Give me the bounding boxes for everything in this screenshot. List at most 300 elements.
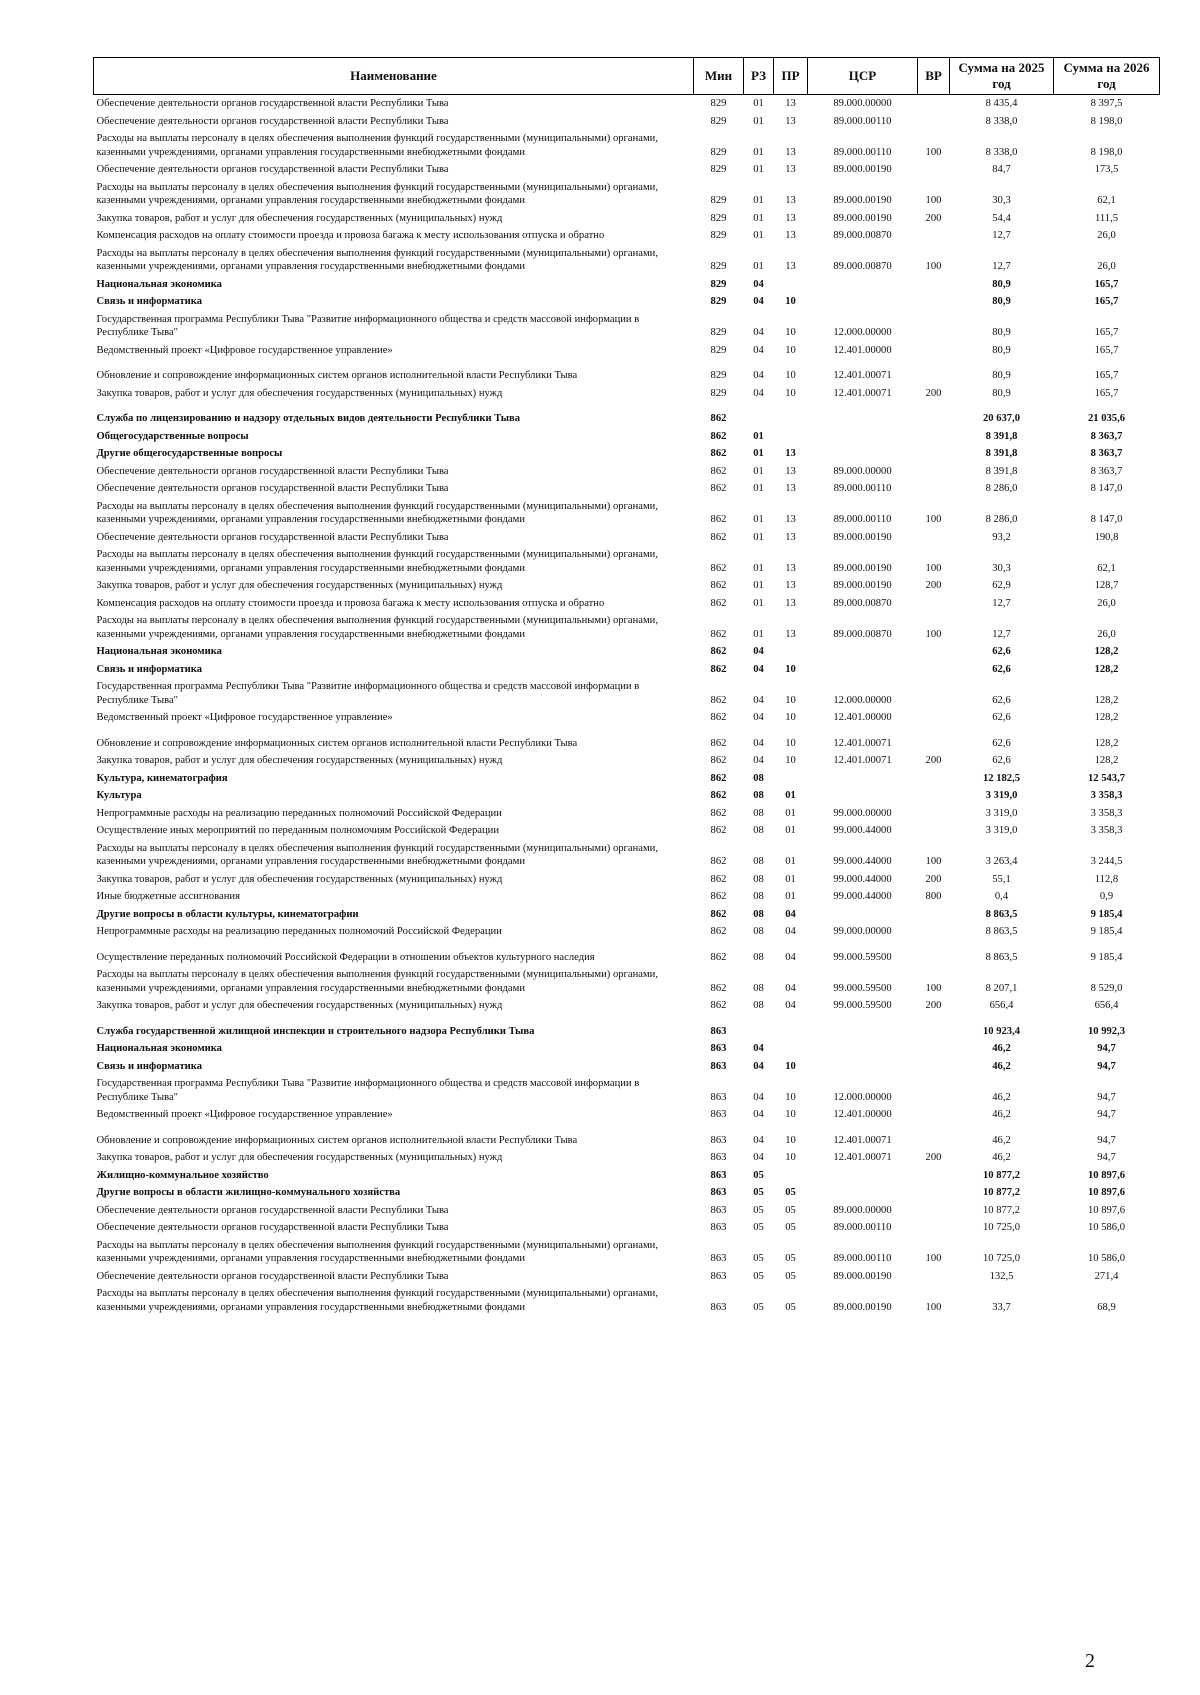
- cell-min: 862: [710, 430, 727, 442]
- cell-sum-2025: 46,2: [992, 1060, 1011, 1072]
- cell-name: Национальная экономика: [96, 646, 222, 657]
- cell-min: 862: [710, 580, 727, 591]
- cell-name: Компенсация расходов на оплату стоимости проезда и провоза багажа к месту использования отпуска и обратно: [96, 230, 605, 241]
- cell-name: Непрограммные расходы на реализацию переданных полномочий Российской Федерации: [96, 926, 502, 937]
- cell-sum-2025: 656,4: [989, 1000, 1014, 1011]
- cell-name: Связь и информатика: [96, 1060, 203, 1072]
- cell-sum-2026: 94,7: [1097, 1060, 1116, 1072]
- table-row: [94, 661, 1160, 679]
- cell-vr: 100: [925, 628, 942, 640]
- cell-pr: 01: [785, 891, 796, 902]
- table-row: [94, 113, 1160, 131]
- cell-rz: 08: [753, 951, 764, 963]
- cell-vr: 200: [925, 212, 942, 224]
- cell-min: 862: [710, 694, 727, 706]
- cell-rz: 04: [753, 646, 764, 657]
- cell-pr: [774, 276, 808, 294]
- table-row: [94, 678, 1160, 709]
- cell-sum-2025: 3 319,0: [985, 790, 1018, 801]
- cell-min: 863: [710, 1043, 727, 1054]
- cell-sum-2025: 80,9: [992, 387, 1011, 399]
- cell-csr: 89.000.00110: [833, 1253, 892, 1264]
- cell-sum-2025: 46,2: [992, 1109, 1011, 1120]
- cell-min: 863: [710, 1060, 727, 1072]
- cell-csr: 89.000.00870: [833, 261, 892, 272]
- cell-name: Связь и информатика: [96, 296, 203, 307]
- cell-csr: 12.401.00000: [833, 712, 892, 723]
- cell-pr: 05: [785, 1253, 796, 1264]
- cell-vr: [918, 1124, 950, 1150]
- cell-vr: [918, 359, 950, 385]
- cell-csr: 89.000.00110: [833, 146, 892, 158]
- cell-name: Культура, кинематография: [96, 772, 228, 784]
- table-row: [94, 130, 1160, 161]
- cell-rz: 04: [753, 387, 764, 399]
- cell-sum-2025: 62,6: [992, 694, 1011, 706]
- table-row: [94, 546, 1160, 577]
- cell-pr: [774, 770, 808, 788]
- table-row: [94, 770, 1160, 788]
- cell-sum-2026: 128,2: [1094, 755, 1119, 766]
- cell-rz: 05: [753, 1222, 764, 1233]
- cell-min: 863: [710, 1109, 727, 1120]
- cell-min: 862: [710, 908, 727, 920]
- cell-csr: 12.401.00071: [833, 1152, 892, 1163]
- cell-name: Закупка товаров, работ и услуг для обеспечения государственных (муниципальных) нужд: [96, 212, 503, 224]
- cell-name: Непрограммные расходы на реализацию переданных полномочий Российской Федерации: [96, 807, 502, 819]
- cell-pr: 01: [785, 790, 796, 801]
- cell-sum-2026: 62,1: [1097, 562, 1116, 574]
- cell-pr: 04: [785, 951, 796, 963]
- table-row: [94, 805, 1160, 823]
- cell-vr: [918, 276, 950, 294]
- header-rz: РЗ: [744, 58, 774, 95]
- cell-name: Другие вопросы в области жилищно-коммунального хозяйства: [96, 1187, 401, 1198]
- cell-sum-2025: 8 286,0: [985, 483, 1018, 494]
- cell-csr: [808, 770, 918, 788]
- cell-sum-2025: 8 391,8: [985, 465, 1018, 477]
- cell-rz: 01: [753, 98, 764, 109]
- cell-sum-2025: 0,4: [994, 891, 1009, 902]
- cell-name: Обеспечение деятельности органов государственной власти Республики Тыва: [96, 1204, 449, 1216]
- cell-sum-2026: 112,8: [1094, 873, 1119, 885]
- cell-rz: [744, 402, 774, 428]
- cell-name: Расходы на выплаты персоналу в целях обеспечения выполнения функций государственными (муниципальными) органами, казенными учреждениями, органами управления государственными внебюджетными фондами: [96, 1239, 658, 1264]
- cell-vr: [918, 1106, 950, 1124]
- cell-sum-2026: 10 586,0: [1087, 1222, 1126, 1233]
- cell-sum-2026: 8 147,0: [1090, 514, 1123, 525]
- cell-name: Национальная экономика: [96, 278, 222, 290]
- cell-min: 862: [710, 772, 727, 784]
- cell-rz: 04: [753, 755, 764, 766]
- cell-sum-2026: 8 529,0: [1090, 982, 1123, 994]
- cell-min: 862: [710, 825, 727, 836]
- cell-vr: [918, 1184, 950, 1202]
- table-row: [94, 1268, 1160, 1286]
- cell-name: Обеспечение деятельности органов государственной власти Республики Тыва: [96, 1222, 449, 1233]
- cell-sum-2025: 8 435,4: [985, 98, 1018, 109]
- cell-pr: [774, 1015, 808, 1041]
- cell-name: Осуществление иных мероприятий по переданным полномочиям Российской Федерации: [96, 825, 499, 836]
- cell-sum-2025: 62,6: [992, 737, 1011, 749]
- cell-name: Закупка товаров, работ и услуг для обеспечения государственных (муниципальных) нужд: [96, 1000, 503, 1011]
- cell-vr: [918, 1040, 950, 1058]
- cell-csr: 89.000.00190: [833, 1270, 892, 1282]
- cell-sum-2026: 128,2: [1094, 694, 1119, 706]
- cell-pr: 10: [785, 1060, 796, 1072]
- cell-sum-2026: 10 897,6: [1087, 1169, 1126, 1181]
- cell-csr: 89.000.00000: [833, 98, 892, 109]
- cell-min: 862: [710, 562, 727, 574]
- budget-table: [93, 57, 1160, 1316]
- cell-sum-2025: 10 877,2: [982, 1204, 1021, 1216]
- table-row: [94, 727, 1160, 753]
- cell-pr: 01: [785, 825, 796, 836]
- table-row: [94, 179, 1160, 210]
- table-row: [94, 997, 1160, 1015]
- cell-name: Государственная программа Республики Тыва "Развитие информационного общества и средств массовой информации в Республике Тыва": [96, 313, 640, 338]
- cell-sum-2025: 8 863,5: [985, 908, 1018, 920]
- cell-sum-2026: 111,5: [1094, 212, 1119, 224]
- cell-name: Государственная программа Республики Тыва "Развитие информационного общества и средств массовой информации в Республике Тыва": [96, 1078, 640, 1103]
- cell-csr: 89.000.00190: [833, 212, 892, 224]
- cell-rz: 08: [753, 891, 764, 902]
- cell-vr: [918, 1219, 950, 1237]
- cell-pr: 13: [785, 465, 796, 477]
- cell-vr: [918, 595, 950, 613]
- cell-vr: 100: [925, 562, 942, 574]
- cell-vr: [918, 161, 950, 179]
- cell-min: 863: [710, 1134, 727, 1146]
- cell-pr: 13: [785, 98, 796, 109]
- cell-rz: 08: [753, 908, 764, 920]
- cell-pr: 10: [785, 663, 796, 675]
- table-row: [94, 595, 1160, 613]
- cell-sum-2026: 10 586,0: [1087, 1253, 1126, 1264]
- cell-pr: 10: [785, 1134, 796, 1146]
- cell-vr: [918, 1167, 950, 1185]
- cell-sum-2025: 3 263,4: [985, 856, 1018, 867]
- cell-pr: 13: [785, 212, 796, 224]
- cell-csr: 89.000.00110: [833, 115, 892, 127]
- cell-name: Обеспечение деятельности органов государственной власти Республики Тыва: [96, 483, 449, 494]
- cell-rz: 01: [753, 531, 764, 543]
- cell-vr: [918, 822, 950, 840]
- cell-min: 829: [710, 164, 727, 175]
- cell-name: Расходы на выплаты персоналу в целях обеспечения выполнения функций государственными (муниципальными) органами, казенными учреждениями, органами управления государственными внебюджетными фондами: [96, 842, 658, 867]
- cell-name: Культура: [96, 790, 142, 801]
- cell-rz: 04: [753, 1109, 764, 1120]
- header-min: Мин: [694, 58, 744, 95]
- cell-csr: 12.401.00000: [833, 344, 892, 356]
- cell-sum-2026: 165,7: [1094, 370, 1119, 381]
- cell-pr: 05: [785, 1301, 796, 1313]
- cell-rz: 04: [753, 737, 764, 749]
- cell-name: Расходы на выплаты персоналу в целях обеспечения выполнения функций государственными (муниципальными) органами, казенными учреждениями, органами управления государственными внебюджетными фондами: [96, 133, 658, 158]
- cell-pr: 05: [785, 1187, 796, 1198]
- cell-vr: 200: [925, 755, 942, 766]
- cell-sum-2025: 10 923,4: [982, 1025, 1021, 1037]
- cell-pr: 10: [785, 1152, 796, 1163]
- cell-min: 829: [710, 327, 727, 338]
- cell-name: Государственная программа Республики Тыва "Развитие информационного общества и средств массовой информации в Республике Тыва": [96, 681, 640, 706]
- cell-rz: 05: [753, 1253, 764, 1264]
- table-row: [94, 923, 1160, 941]
- cell-sum-2025: 8 207,1: [985, 982, 1018, 994]
- cell-csr: 89.000.00190: [833, 164, 892, 175]
- cell-sum-2026: 62,1: [1097, 195, 1116, 206]
- cell-sum-2025: 132,5: [989, 1270, 1014, 1282]
- cell-name: Осуществление переданных полномочий Российской Федерации в отношении объектов культурного наследия: [96, 951, 595, 963]
- cell-vr: [918, 709, 950, 727]
- cell-rz: 04: [753, 278, 764, 290]
- cell-vr: [918, 770, 950, 788]
- cell-csr: 12.401.00071: [833, 1134, 892, 1146]
- cell-pr: 13: [785, 448, 796, 459]
- cell-csr: 89.000.00870: [833, 597, 892, 609]
- cell-csr: 99.000.59500: [833, 1000, 892, 1011]
- cell-pr: 13: [785, 531, 796, 543]
- cell-sum-2026: 8 363,7: [1090, 448, 1123, 459]
- cell-min: 862: [710, 807, 727, 819]
- cell-rz: 01: [753, 483, 764, 494]
- cell-vr: [918, 643, 950, 661]
- cell-csr: 12.401.00071: [833, 387, 892, 399]
- cell-sum-2026: 271,4: [1094, 1270, 1119, 1282]
- cell-csr: 99.000.59500: [833, 982, 892, 994]
- cell-rz: 08: [753, 926, 764, 937]
- cell-sum-2025: 8 863,5: [985, 926, 1018, 937]
- cell-pr: 10: [785, 370, 796, 381]
- cell-sum-2025: 12,7: [992, 597, 1011, 609]
- cell-pr: [774, 1040, 808, 1058]
- cell-vr: [918, 941, 950, 967]
- table-row: [94, 529, 1160, 547]
- cell-min: 863: [710, 1091, 727, 1103]
- cell-name: Компенсация расходов на оплату стоимости проезда и провоза багажа к месту использования отпуска и обратно: [96, 597, 605, 609]
- cell-name: Служба государственной жилищной инспекции и строительного надзора Республики Тыва: [96, 1025, 535, 1037]
- cell-rz: 01: [753, 164, 764, 175]
- table-row: [94, 402, 1160, 428]
- cell-rz: 04: [753, 694, 764, 706]
- cell-vr: 100: [925, 146, 942, 158]
- cell-min: 829: [710, 115, 727, 127]
- cell-sum-2025: 93,2: [992, 531, 1011, 543]
- cell-pr: 10: [785, 387, 796, 399]
- cell-min: 829: [710, 195, 727, 206]
- cell-rz: 04: [753, 344, 764, 356]
- cell-csr: [808, 787, 918, 805]
- cell-name: Обеспечение деятельности органов государственной власти Республики Тыва: [96, 164, 449, 175]
- table-body: [94, 95, 1160, 1317]
- cell-sum-2025: 46,2: [992, 1152, 1011, 1163]
- cell-pr: 10: [785, 344, 796, 356]
- cell-pr: 13: [785, 115, 796, 127]
- cell-sum-2026: 128,2: [1094, 712, 1119, 723]
- cell-min: 863: [710, 1204, 727, 1216]
- cell-min: 862: [710, 1000, 727, 1011]
- cell-name: Другие вопросы в области культуры, кинематографии: [96, 908, 359, 920]
- cell-pr: 10: [785, 296, 796, 307]
- cell-min: 863: [710, 1253, 727, 1264]
- table-row: [94, 161, 1160, 179]
- cell-rz: 05: [753, 1270, 764, 1282]
- cell-rz: 05: [753, 1204, 764, 1216]
- cell-min: 862: [710, 413, 727, 424]
- cell-sum-2025: 8 338,0: [985, 146, 1018, 158]
- table-row: [94, 1237, 1160, 1268]
- cell-csr: 89.000.00190: [833, 1301, 892, 1313]
- cell-sum-2026: 165,7: [1094, 344, 1119, 356]
- cell-pr: 13: [785, 514, 796, 525]
- cell-pr: 10: [785, 755, 796, 766]
- cell-sum-2025: 46,2: [992, 1043, 1011, 1054]
- cell-csr: 12.000.00000: [833, 694, 892, 706]
- cell-rz: 08: [753, 982, 764, 994]
- table-row: [94, 95, 1160, 113]
- cell-name: Связь и информатика: [96, 663, 203, 675]
- cell-sum-2026: 8 198,0: [1090, 146, 1123, 158]
- cell-pr: 04: [785, 982, 796, 994]
- cell-csr: [808, 1184, 918, 1202]
- cell-pr: 04: [785, 926, 796, 937]
- cell-min: 829: [710, 370, 727, 381]
- cell-name: Закупка товаров, работ и услуг для обеспечения государственных (муниципальных) нужд: [96, 387, 503, 399]
- cell-min: 862: [710, 483, 727, 494]
- cell-sum-2025: 84,7: [992, 164, 1011, 175]
- cell-pr: 13: [785, 230, 796, 241]
- cell-vr: [918, 113, 950, 131]
- cell-sum-2026: 656,4: [1094, 1000, 1119, 1011]
- cell-sum-2026: 128,2: [1094, 663, 1119, 675]
- table-row: [94, 840, 1160, 871]
- cell-rz: 08: [753, 873, 764, 885]
- cell-csr: 12.401.00071: [833, 370, 892, 381]
- cell-pr: [774, 402, 808, 428]
- cell-csr: 99.000.00000: [833, 807, 892, 819]
- cell-vr: 200: [925, 1152, 942, 1163]
- table-row: [94, 1184, 1160, 1202]
- cell-csr: [808, 1167, 918, 1185]
- cell-min: 862: [710, 646, 727, 657]
- cell-name: Расходы на выплаты персоналу в целях обеспечения выполнения функций государственными (муниципальными) органами, казенными учреждениями, органами управления государственными внебюджетными фондами: [96, 615, 658, 640]
- cell-csr: 89.000.00190: [833, 531, 892, 543]
- cell-rz: 04: [753, 712, 764, 723]
- cell-sum-2026: 9 185,4: [1090, 908, 1123, 920]
- cell-pr: 01: [785, 856, 796, 867]
- table-row: [94, 1075, 1160, 1106]
- cell-vr: 100: [925, 1253, 942, 1264]
- cell-min: 829: [710, 296, 727, 307]
- cell-rz: 08: [753, 825, 764, 836]
- cell-pr: 10: [785, 737, 796, 749]
- cell-pr: 04: [785, 1000, 796, 1011]
- cell-rz: 01: [753, 580, 764, 591]
- cell-name: Служба по лицензированию и надзору отдельных видов деятельности Республики Тыва: [96, 413, 521, 424]
- cell-sum-2026: 26,0: [1097, 261, 1116, 272]
- table-row: [94, 787, 1160, 805]
- cell-sum-2025: 55,1: [992, 873, 1011, 885]
- cell-min: 863: [710, 1301, 727, 1313]
- cell-csr: 89.000.00110: [833, 1222, 892, 1233]
- cell-vr: [918, 661, 950, 679]
- cell-pr: [774, 643, 808, 661]
- cell-sum-2026: 128,7: [1094, 580, 1119, 591]
- header-name: Наименование: [94, 58, 694, 95]
- cell-sum-2025: 3 319,0: [985, 825, 1018, 836]
- cell-rz: 01: [753, 514, 764, 525]
- table-row: [94, 428, 1160, 446]
- cell-csr: 89.000.00190: [833, 562, 892, 574]
- cell-sum-2026: 94,7: [1097, 1043, 1116, 1054]
- cell-min: 862: [710, 873, 727, 885]
- table-row: [94, 871, 1160, 889]
- cell-min: 862: [710, 712, 727, 723]
- cell-min: 829: [710, 278, 727, 290]
- cell-vr: [918, 480, 950, 498]
- cell-csr: 99.000.44000: [833, 873, 892, 885]
- table-row: [94, 752, 1160, 770]
- cell-pr: [774, 1167, 808, 1185]
- cell-name: Обеспечение деятельности органов государственной власти Республики Тыва: [96, 115, 449, 127]
- cell-min: 862: [710, 755, 727, 766]
- cell-rz: 01: [753, 212, 764, 224]
- cell-vr: [918, 787, 950, 805]
- cell-sum-2026: 26,0: [1097, 628, 1116, 640]
- cell-csr: [808, 428, 918, 446]
- cell-sum-2025: 10 725,0: [982, 1253, 1021, 1264]
- cell-min: 862: [710, 514, 727, 525]
- cell-rz: 04: [753, 663, 764, 675]
- cell-sum-2025: 10 725,0: [982, 1222, 1021, 1233]
- cell-pr: 10: [785, 1091, 796, 1103]
- cell-min: 862: [710, 737, 727, 749]
- cell-pr: 05: [785, 1204, 796, 1216]
- cell-name: Ведомственный проект «Цифровое государственное управление»: [96, 344, 393, 356]
- cell-sum-2026: 190,8: [1094, 531, 1119, 543]
- cell-sum-2025: 46,2: [992, 1091, 1011, 1103]
- cell-csr: [808, 402, 918, 428]
- cell-vr: [918, 1058, 950, 1076]
- table-row: [94, 385, 1160, 403]
- cell-csr: 12.401.00000: [833, 1109, 892, 1120]
- table-row: [94, 1040, 1160, 1058]
- cell-csr: 12.000.00000: [833, 1091, 892, 1103]
- cell-sum-2026: 26,0: [1097, 230, 1116, 241]
- cell-name: Иные бюджетные ассигнования: [96, 891, 240, 902]
- cell-rz: 01: [753, 628, 764, 640]
- cell-csr: 99.000.44000: [833, 856, 892, 867]
- cell-rz: 01: [753, 195, 764, 206]
- cell-min: 829: [710, 387, 727, 399]
- page-number: 2: [1085, 1650, 1095, 1672]
- cell-rz: 04: [753, 1134, 764, 1146]
- cell-min: 863: [710, 1025, 727, 1037]
- cell-sum-2026: 3 358,3: [1090, 807, 1123, 819]
- cell-rz: 05: [753, 1187, 764, 1198]
- cell-sum-2025: 30,3: [992, 195, 1011, 206]
- table-header-row: [94, 58, 1160, 95]
- cell-name: Расходы на выплаты персоналу в целях обеспечения выполнения функций государственными (муниципальными) органами, казенными учреждениями, органами управления государственными внебюджетными фондами: [96, 1288, 658, 1313]
- cell-sum-2026: 8 363,7: [1090, 465, 1123, 477]
- cell-name: Обновление и сопровождение информационных систем органов исполнительной власти Республики Тыва: [96, 737, 578, 749]
- cell-sum-2025: 80,9: [992, 344, 1011, 356]
- cell-vr: 200: [925, 387, 942, 399]
- cell-rz: 01: [753, 430, 764, 442]
- cell-sum-2025: 8 391,8: [985, 430, 1018, 442]
- cell-min: 862: [710, 951, 727, 963]
- cell-csr: [808, 276, 918, 294]
